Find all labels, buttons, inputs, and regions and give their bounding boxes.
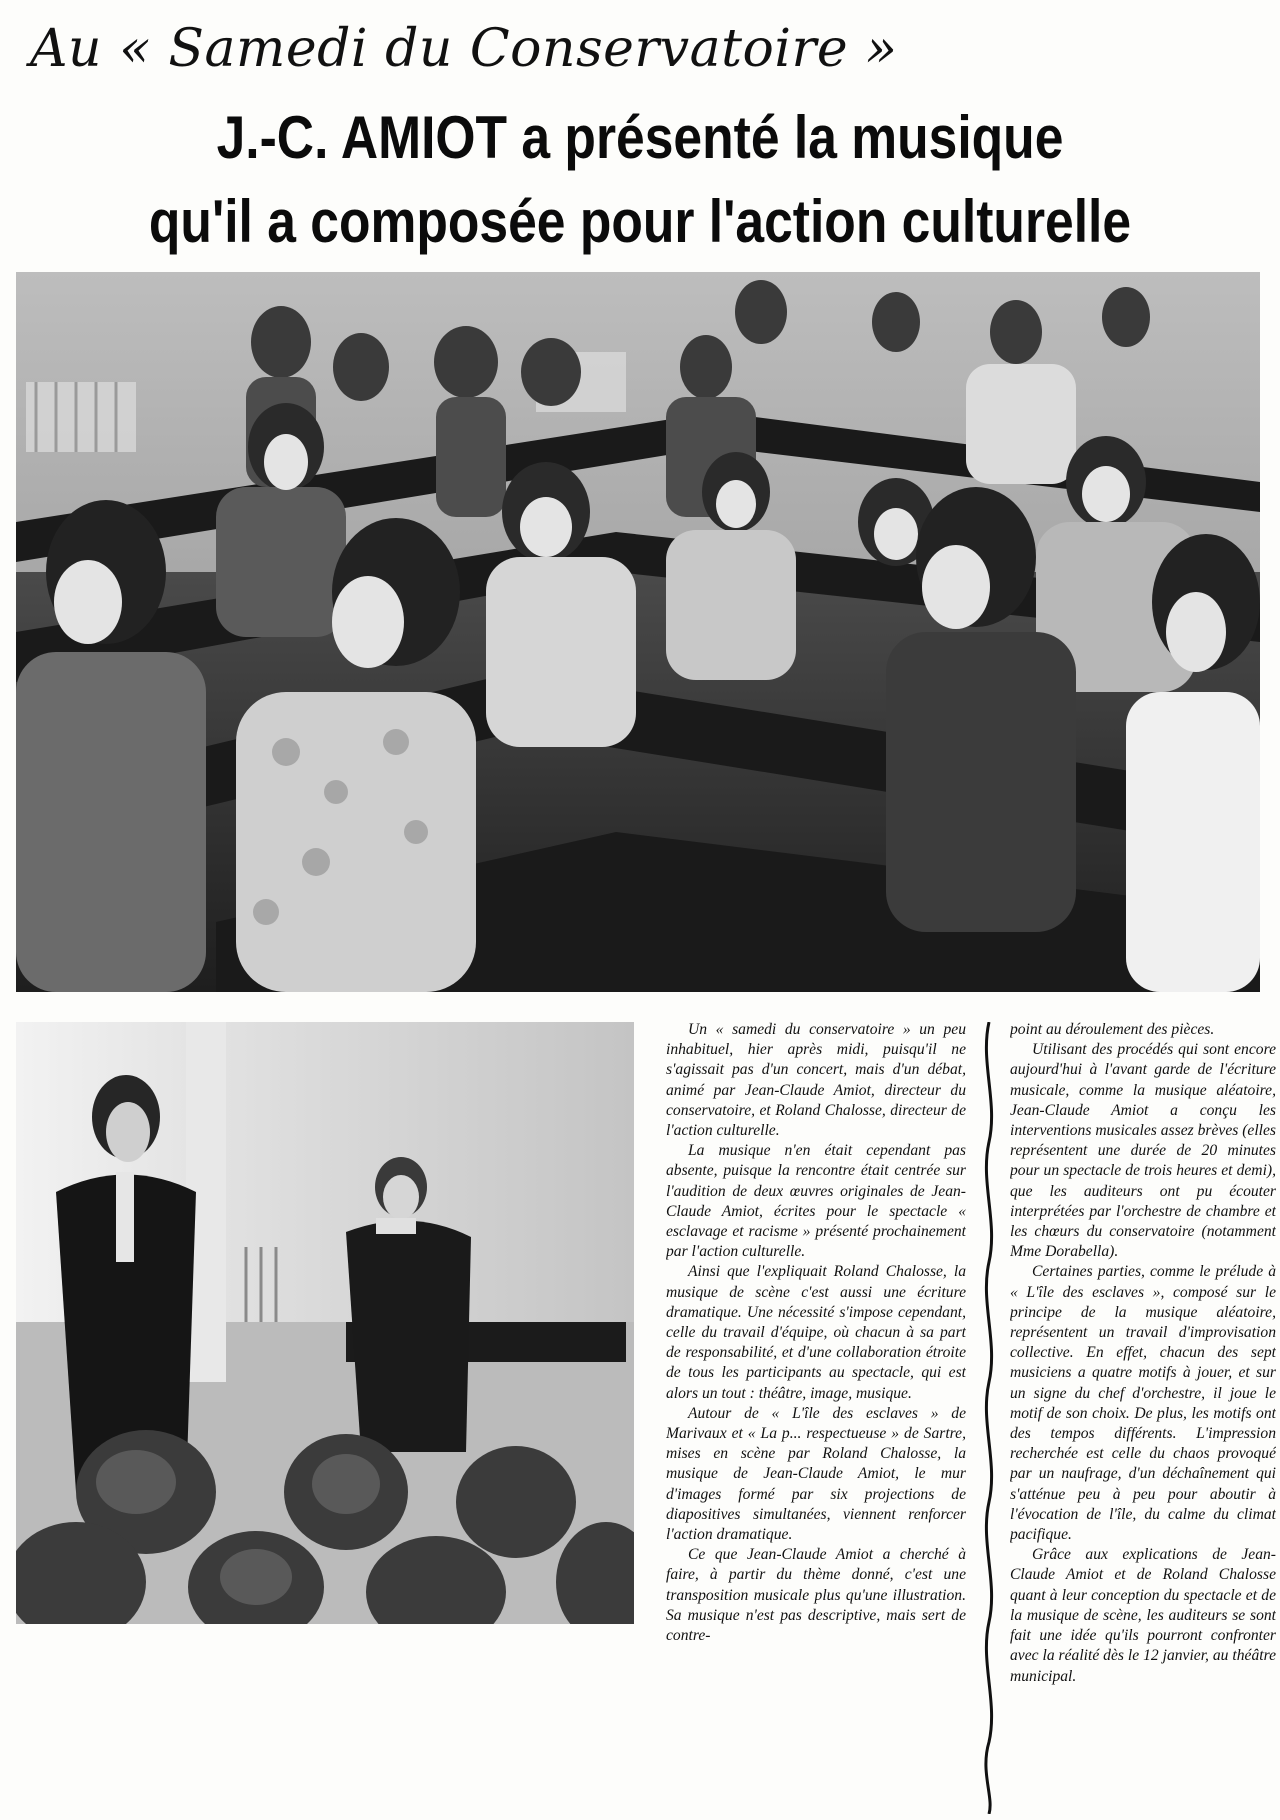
paragraph: Autour de « L'île des esclaves » de Marivaux et « La p... respectueuse » de Sartre, mises en scène par Roland Chalosse, la musique de Jean-Claude Amiot, le mur d'images formé par six projections de diapositives simultanées, viennent renforcer l'action dramatique. bbox=[666, 1404, 966, 1544]
article-kicker: Au « Samedi du Conservatoire » bbox=[30, 19, 898, 79]
column-divider bbox=[978, 1022, 1000, 1814]
article-column-right bbox=[1010, 1020, 1276, 1820]
headline-line-2: qu'il a composée pour l'action culturelle bbox=[148, 188, 1132, 255]
paragraph: Utilisant des procédés qui sont encore aujourd'hui à l'avant garde de l'écriture musicale, comme la musique aléatoire, Jean-Claude Amiot a conçu les interventions musicales assez brèves (elles représentent une durée de 20 minutes pour un spectacle de trois heures et demi), que les auditeurs ont pu écouter interprétées par l'orchestre de chambre et les chœurs du conservatoire (notamment Mme Dorabella). bbox=[1010, 1041, 1276, 1261]
speakers-photo bbox=[16, 1022, 634, 1624]
headline-line-1: J.-C. AMIOT a présenté la musique bbox=[216, 104, 1064, 171]
article-column-left bbox=[666, 1020, 966, 1820]
paragraph: La musique n'en était cependant pas absente, puisque la rencontre était centrée sur l'audition de deux œuvres originales de Jean-Claude Amiot, écrites pour le spectacle « esclavage et racisme » présenté prochainement par l'action culturelle. bbox=[666, 1142, 966, 1261]
paragraph: Ce que Jean-Claude Amiot a cherché à faire, à partir du thème donné, c'est une transposition musicale plus qu'une illustration. Sa musique n'est pas descriptive, mais sert de contre- bbox=[666, 1546, 966, 1645]
paragraph: point au déroulement des pièces. bbox=[1010, 1021, 1215, 1038]
article-headline bbox=[90, 96, 1191, 264]
audience-photo bbox=[16, 272, 1260, 992]
paragraph: Grâce aux explications de Jean-Claude Amiot et de Roland Chalosse quant à leur conception du spectacle et de la musique de scène, les auditeurs se sont fait une idée qu'ils pourront confronter avec la réalité dès le 12 janvier, au théâtre municipal. bbox=[1010, 1546, 1276, 1685]
paragraph: Un « samedi du conservatoire » un peu inhabituel, hier après midi, puisqu'il ne s'agissait pas d'un concert, mais d'un débat, animé par Jean-Claude Amiot, directeur du conservatoire, et Roland Chalosse, directeur de l'action culturelle. bbox=[666, 1021, 966, 1140]
speakers-photo-drawing bbox=[16, 1022, 634, 1624]
paragraph: Ainsi que l'expliquait Roland Chalosse, la musique de scène c'est aussi une écriture dramatique. Une nécessité s'impose cependant, celle du travail d'équipe, où chacun à sa part de responsabilité, et d'une collaboration étroite de tous les participants au spectacle, qui est alors un tout : théâtre, image, musique. bbox=[666, 1263, 966, 1402]
paragraph: Certaines parties, comme le prélude à « L'île des esclaves », composé sur le principe de la musique aléatoire, représentent un travail d'improvisation collective. En effet, chacun des sept musiciens a quatre motifs à jouer, et sur un signe du chef d'orchestre, il joue le motif de son choix. De plus, les motifs ont des tempos différents. L'impression recherchée est celle du chaos provoqué par un naufrage, d'un déchaînement qui s'atténue peu à peu pour aboutir à l'évocation de l'île, du calme du climat pacifique. bbox=[1010, 1263, 1276, 1544]
audience-photo-drawing bbox=[16, 272, 1260, 992]
